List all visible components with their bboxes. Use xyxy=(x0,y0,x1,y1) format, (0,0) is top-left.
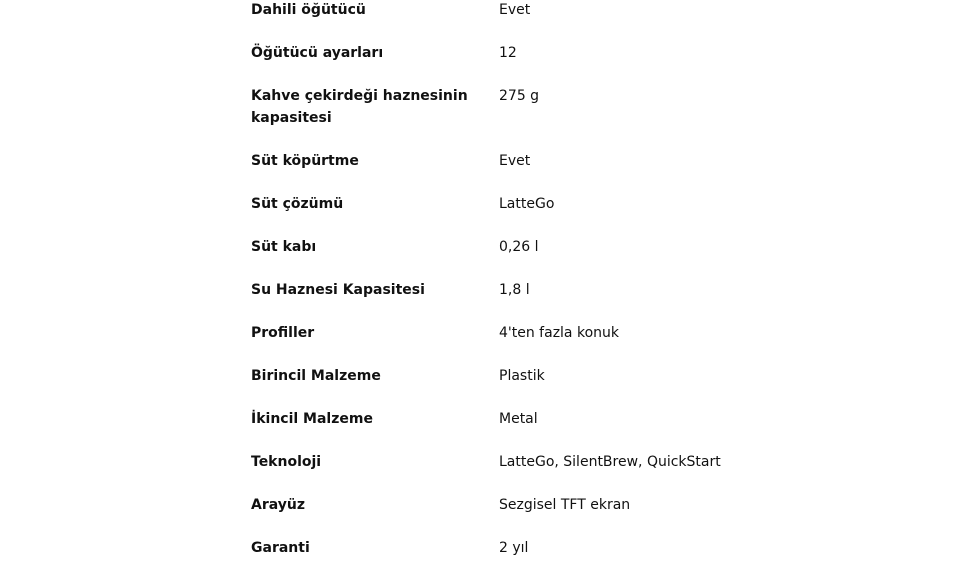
spec-label: Teknoloji xyxy=(251,454,322,470)
spec-row-built-in-grinder xyxy=(251,0,791,42)
spec-row-milk-container xyxy=(251,236,791,279)
spec-value: 2 yıl xyxy=(499,540,529,556)
spec-value: Metal xyxy=(499,411,538,427)
spec-label: İkincil Malzeme xyxy=(251,411,373,427)
spec-value: Evet xyxy=(499,2,531,18)
spec-row-bean-container-capacity xyxy=(251,85,791,150)
spec-label: Profiller xyxy=(251,325,315,341)
spec-row-water-tank-capacity xyxy=(251,279,791,322)
spec-value: LatteGo, SilentBrew, QuickStart xyxy=(499,454,721,470)
spec-value: 0,26 l xyxy=(499,239,539,255)
spec-row-milk-solution xyxy=(251,193,791,236)
spec-label: Kahve çekirdeği haznesinin kapasitesi xyxy=(251,88,468,126)
spec-label: Öğütücü ayarları xyxy=(251,45,384,61)
spec-label: Arayüz xyxy=(251,497,305,513)
spec-label: Garanti xyxy=(251,540,310,556)
spec-label: Dahili öğütücü xyxy=(251,2,366,18)
spec-value: Evet xyxy=(499,153,531,169)
spec-list xyxy=(251,0,791,563)
spec-label: Süt kabı xyxy=(251,239,317,255)
spec-label: Süt çözümü xyxy=(251,196,344,212)
spec-row-technology xyxy=(251,451,791,494)
spec-value: 4'ten fazla konuk xyxy=(499,325,619,341)
spec-label: Su Haznesi Kapasitesi xyxy=(251,282,425,298)
spec-value: LatteGo xyxy=(499,196,555,212)
spec-row-interface xyxy=(251,494,791,537)
spec-row-milk-frothing xyxy=(251,150,791,193)
spec-row-primary-material xyxy=(251,365,791,408)
spec-row-warranty xyxy=(251,537,791,563)
spec-value: 275 g xyxy=(499,88,540,104)
spec-value: Sezgisel TFT ekran xyxy=(499,497,631,513)
spec-value: 1,8 l xyxy=(499,282,530,298)
spec-row-profiles xyxy=(251,322,791,365)
spec-value: 12 xyxy=(499,45,517,61)
spec-row-secondary-material xyxy=(251,408,791,451)
spec-label: Birincil Malzeme xyxy=(251,368,381,384)
spec-row-grinder-settings xyxy=(251,42,791,85)
spec-value: Plastik xyxy=(499,368,545,384)
spec-label: Süt köpürtme xyxy=(251,153,359,169)
